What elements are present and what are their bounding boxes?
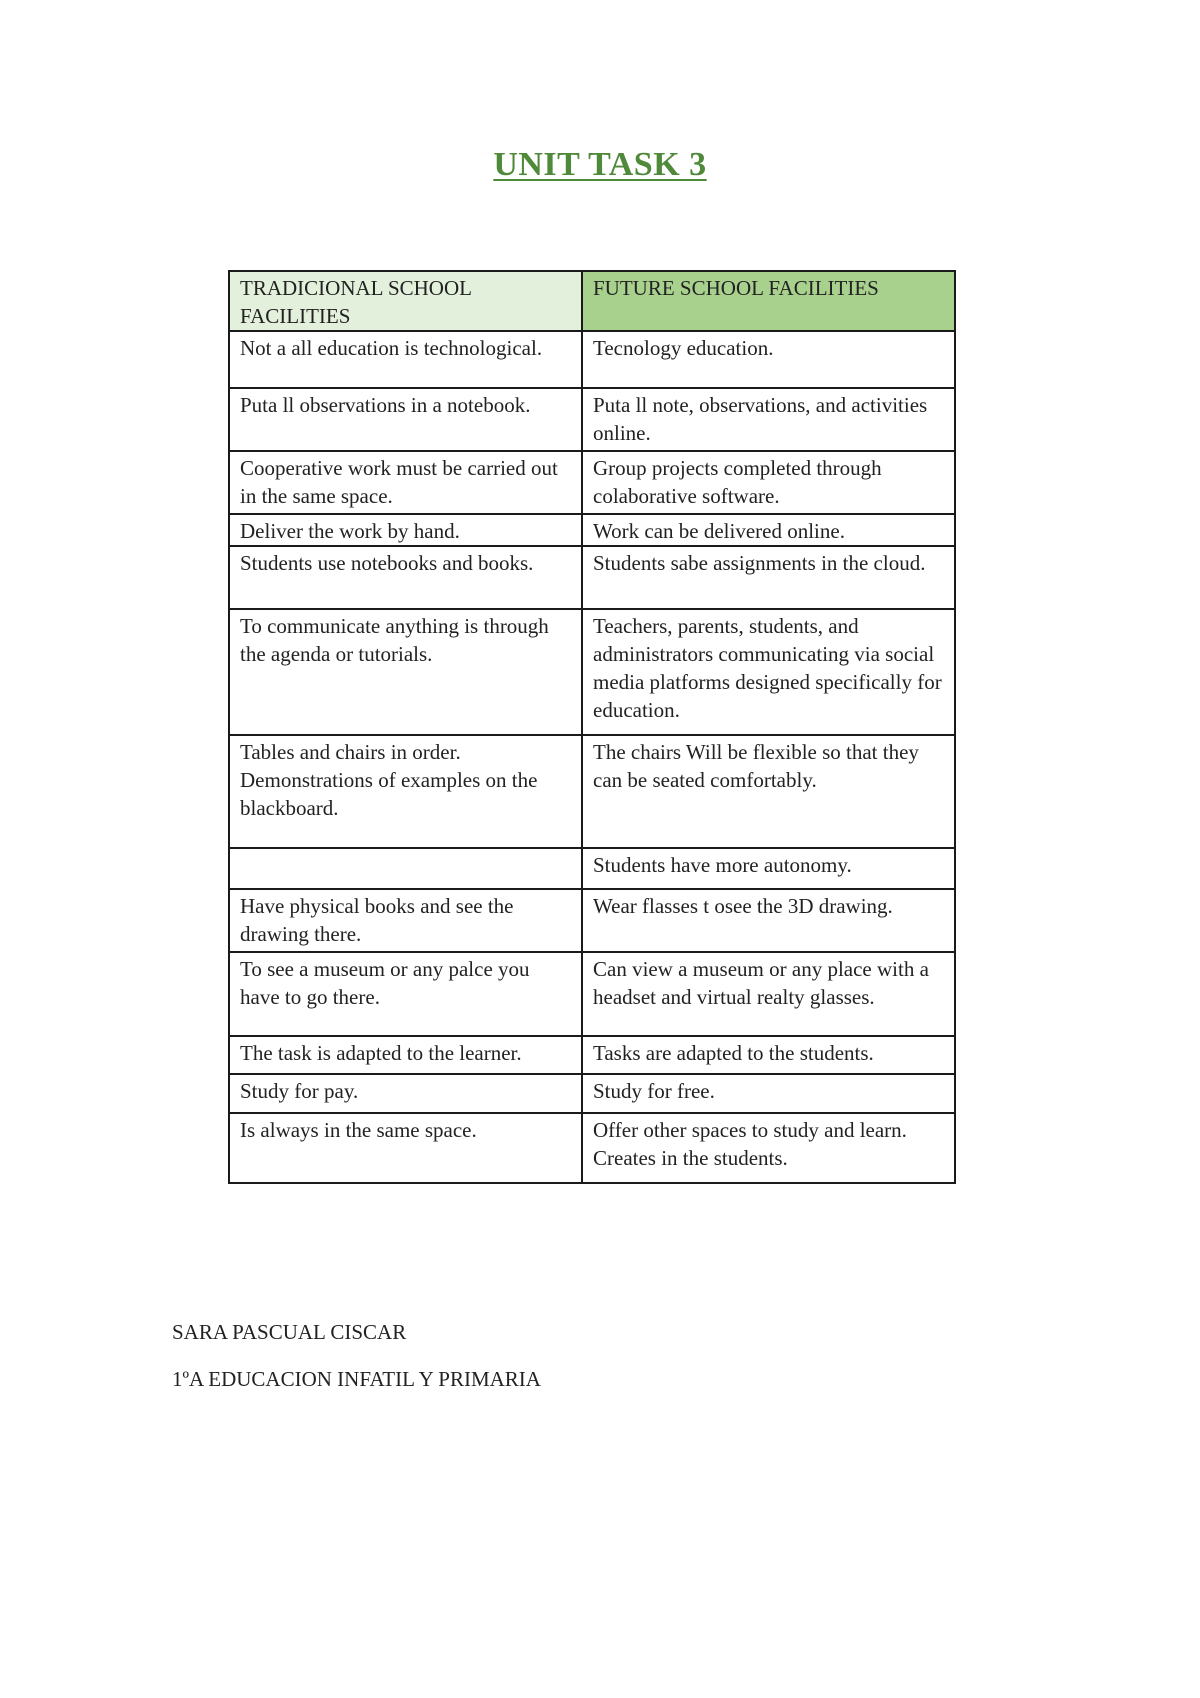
future-cell: Students sabe assignments in the cloud.	[582, 546, 955, 609]
table-header-row	[229, 271, 955, 331]
traditional-cell: The task is adapted to the learner.	[229, 1036, 582, 1074]
traditional-cell: Puta ll observations in a notebook.	[229, 388, 582, 451]
future-cell: Wear flasses t osee the 3D drawing.	[582, 889, 955, 952]
traditional-cell	[229, 848, 582, 889]
page-title: UNIT TASK 3	[493, 146, 707, 183]
table-row	[229, 546, 955, 609]
future-cell: Group projects completed through colaborative software.	[582, 451, 955, 514]
header-future: FUTURE SCHOOL FACILITIES	[582, 271, 955, 331]
author-name: SARA PASCUAL CISCAR	[172, 1320, 407, 1344]
traditional-cell: Not a all education is technological.	[229, 331, 582, 388]
table-row	[229, 1074, 955, 1113]
future-cell: Students have more autonomy.	[582, 848, 955, 889]
table-row	[229, 952, 955, 1036]
table-row	[229, 1036, 955, 1074]
table-row	[229, 609, 955, 735]
future-cell: Teachers, parents, students, and administrators communicating via social media platforms designed specifically for education.	[582, 609, 955, 735]
future-cell: Puta ll note, observations, and activities online.	[582, 388, 955, 451]
table-row	[229, 331, 955, 388]
traditional-cell: Is always in the same space.	[229, 1113, 582, 1183]
future-cell: The chairs Will be flexible so that they can be seated comfortably.	[582, 735, 955, 848]
traditional-cell: Cooperative work must be carried out in the same space.	[229, 451, 582, 514]
table-row	[229, 514, 955, 546]
table-row	[229, 1113, 955, 1183]
future-cell: Can view a museum or any place with a headset and virtual realty glasses.	[582, 952, 955, 1036]
table-row	[229, 388, 955, 451]
course-label: 1ºA EDUCACION INFATIL Y PRIMARIA	[172, 1367, 541, 1391]
traditional-cell: Students use notebooks and books.	[229, 546, 582, 609]
facilities-comparison-table	[228, 270, 956, 1184]
header-traditional: TRADICIONAL SCHOOL FACILITIES	[229, 271, 582, 331]
traditional-cell: Tables and chairs in order. Demonstrations of examples on the blackboard.	[229, 735, 582, 848]
table-row	[229, 451, 955, 514]
future-cell: Work can be delivered online.	[582, 514, 955, 546]
table-row	[229, 889, 955, 952]
future-cell: Tasks are adapted to the students.	[582, 1036, 955, 1074]
table-row	[229, 735, 955, 848]
future-cell: Offer other spaces to study and learn. Creates in the students.	[582, 1113, 955, 1183]
traditional-cell: Deliver the work by hand.	[229, 514, 582, 546]
future-cell: Study for free.	[582, 1074, 955, 1113]
traditional-cell: Study for pay.	[229, 1074, 582, 1113]
traditional-cell: To see a museum or any palce you have to go there.	[229, 952, 582, 1036]
future-cell: Tecnology education.	[582, 331, 955, 388]
traditional-cell: To communicate anything is through the agenda or tutorials.	[229, 609, 582, 735]
traditional-cell: Have physical books and see the drawing there.	[229, 889, 582, 952]
table-row	[229, 848, 955, 889]
